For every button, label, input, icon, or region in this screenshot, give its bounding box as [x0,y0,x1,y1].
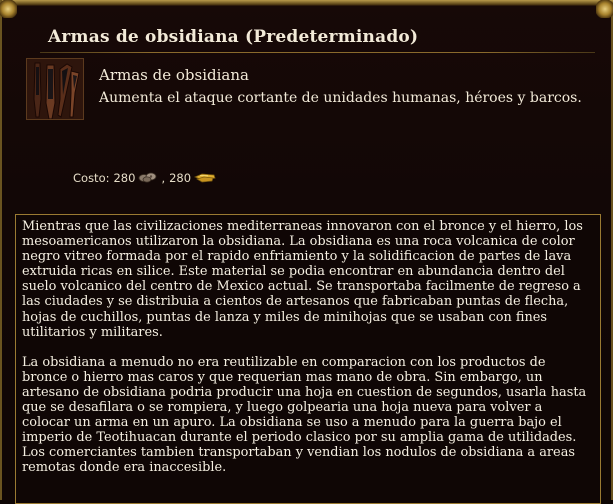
window-top-border [2,0,613,6]
history-paragraph-1: Mientras que las civilizaciones mediterraneas innovaron con el bronce y el hierro, los mesoamericanos utilizaron la obsidiana. La obsidiana es una roca volcanica de color negro vitreo formada por el rapido enfriamiento y la solidificacion de partes de lava extruida ricas en silice. Este material se podia encontrar en abundancia dentro del suelo volcanico del centro de Mexico actual. Se transportaba facilmente de regreso a las ciudades y se distribuia a cientos de artesanos que fabricaban puntas de flecha, hojas de cuchillos, puntas de lanza y miles de minihojas que se usaban con fines utilitarios y militares. [22,219,583,340]
wood-cost-value: 280 [113,171,136,185]
obsidian-weapons-icon [26,58,84,120]
tech-name: Armas de obsidiana [99,66,249,84]
history-paragraph-2: La obsidiana a menudo no era reutilizable en comparacion con los productos de bronce o hierro mas caros y que requerian mas mano de obra. Sin embargo, un artesano de obsidiana podria producir una hoja en cuestion de segundos, usarla hasta que se desafilara o se rompiera, y luego golpearia una hoja nueva para volver a colocar un arma en un apuro. La obsidiana se uso a menudo para la guerra bajo el imperio de Teotihuacan durante el periodo clasico por su amplia gama de utilidades. Los comerciantes tambien transportaban y vendian los nodulos de obsidiana a areas remotas donde era inaccesible. [22,354,587,476]
obsidian-weapons-icon-art [27,59,84,120]
corner-ornament-right [596,0,613,18]
window-title: Armas de obsidiana (Predeterminado) [48,27,419,47]
wood-icon [138,171,158,186]
cost-label: Costo: [73,171,110,185]
corner-ornament-left [0,0,17,18]
tech-cost [73,170,219,186]
cost-separator: , [161,171,166,185]
title-divider [40,52,595,53]
gold-icon [194,171,216,186]
gold-cost-value: 280 [169,171,192,185]
history-text-box [15,214,601,504]
tech-description: Aumenta el ataque cortante de unidades humanas, héroes y barcos. [99,90,582,106]
